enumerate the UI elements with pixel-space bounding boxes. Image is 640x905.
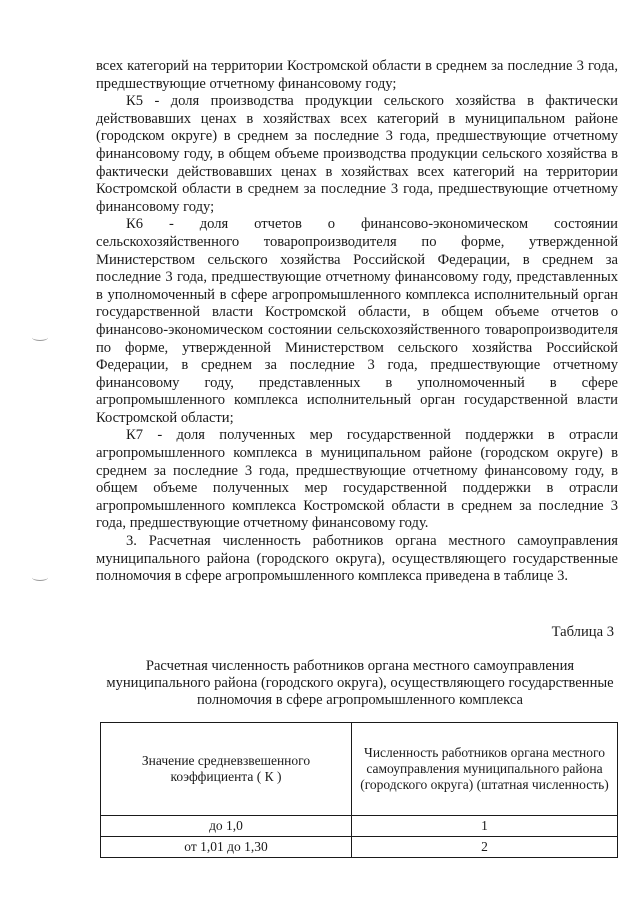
paragraph-item-3: 3. Расчетная численность работников органа местного самоуправления муниципального района (городского округа), осуществляющего государственные полномочия в сфере агропромышленного комплекса приведена в таблице 3. [96,533,618,585]
paragraph-k6: К6 - доля отчетов о финансово-экономическом состоянии сельскохозяйственного товаропроизводителя по форме, утвержденной Министерством сельского хозяйства Российской Федерации, в среднем за последние 3 года, предшествующие отчетному финансовому году, представленных в уполномоченный в сфере агропромышленного комплекса исполнительный орган государственной власти Костромской области, в общем объеме отчетов о финансово-экономическом состоянии сельскохозяйственного товаропроизводителя по форме, утвержденной Министерством сельского хозяйства Российской Федерации, в среднем за последние 3 года, предшествующие отчетному финансовому году, представленных в уполномоченный в сфере агропромышленного комплекса исполнительный орган государственной власти Костромской области; [96,216,618,426]
cell-staff-count: 1 [352,816,618,837]
header-staff-count: Численность работников органа местного самоуправления муниципального района (городского округа) (штатная численность) [352,723,618,816]
cell-coefficient: до 1,0 [101,816,352,837]
paragraph-k5: К5 - доля производства продукции сельского хозяйства в фактически действовавших ценах в хозяйствах всех категорий в муниципальном районе (городском округе) в среднем за последние 3 года, предшествующие отчетному финансовому году, в общем объеме производства продукции сельского хозяйства в фактически действовавших ценах в хозяйствах всех категорий на территории Костромской области в среднем за последние 3 года, предшествующие отчетному финансовому году; [96,93,618,215]
table-label: Таблица 3 [551,624,614,640]
scan-mark [32,574,48,581]
table-title: Расчетная численность работников органа местного самоуправления муниципального района (городского округа), осуществляющего государственные полномочия в сфере агропромышленного комплекса [106,658,614,708]
paragraph-k7: К7 - доля полученных мер государственной поддержки в отрасли агропромышленного комплекса в муниципальном районе (городском округе) в среднем за последние 3 года, предшествующие отчетному финансовому году, в общем объеме полученных мер государственной поддержки в отрасли агропромышленного комплекса Костромской области в среднем за последние 3 года, предшествующие отчетному финансовому году. [96,427,618,532]
header-coefficient: Значение средневзвешенного коэффициента ( К ) [101,723,352,816]
table-header-row [101,723,618,816]
scan-mark [32,334,48,341]
body-text [96,58,618,586]
paragraph-continuation: всех категорий на территории Костромской области в среднем за последние 3 года, предшествующие отчетному финансовому году; [96,58,618,92]
coefficient-table [100,722,618,858]
cell-coefficient: от 1,01 до 1,30 [101,837,352,858]
table-row [101,837,618,858]
cell-staff-count: 2 [352,837,618,858]
table-row [101,816,618,837]
